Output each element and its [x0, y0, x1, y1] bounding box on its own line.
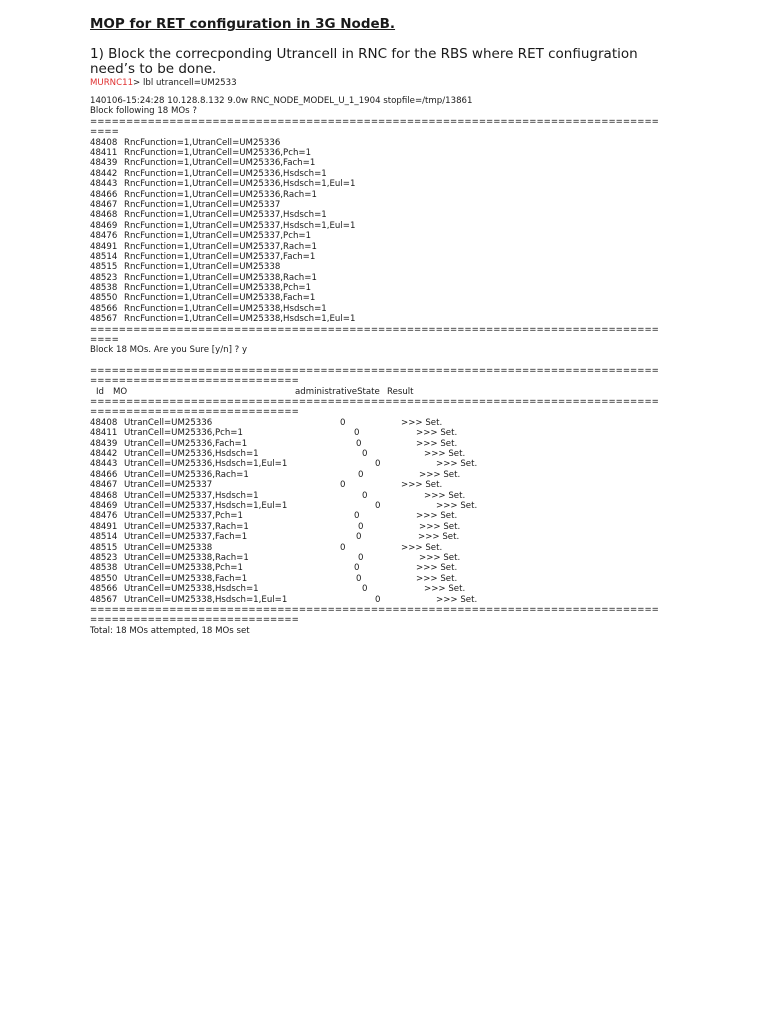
result-state: 0 — [362, 490, 368, 501]
result-state: 0 — [358, 521, 364, 532]
result-status: >>> Set. — [401, 542, 443, 553]
mo-path: RncFunction=1,UtranCell=UM25336 — [124, 137, 281, 148]
mo-id: 48523 — [90, 272, 118, 283]
mo-id: 48514 — [90, 251, 118, 262]
result-mo: UtranCell=UM25338,Rach=1 — [124, 552, 249, 563]
mo-path: RncFunction=1,UtranCell=UM25338,Pch=1 — [124, 283, 312, 294]
mo-path: RncFunction=1,UtranCell=UM25337,Rach=1 — [124, 241, 317, 252]
document-title: MOP for RET configuration in 3G NodeB. — [90, 16, 396, 32]
result-status: >>> Set. — [424, 490, 466, 501]
result-header — [90, 387, 750, 397]
mo-list-row — [90, 314, 750, 324]
mo-list-row — [90, 221, 750, 231]
command-prompt — [90, 78, 750, 89]
mo-id: 48566 — [90, 303, 118, 314]
result-state: 0 — [358, 469, 364, 480]
result-state: 0 — [375, 594, 381, 605]
result-id: 48491 — [90, 521, 118, 532]
result-state: 0 — [340, 480, 346, 491]
mo-list-row — [90, 179, 750, 189]
result-mo: UtranCell=UM25336,Hsdsch=1 — [124, 449, 259, 460]
result-state: 0 — [340, 417, 346, 428]
separator: =============================================================================== — [90, 365, 659, 376]
result-mo: UtranCell=UM25336 — [124, 417, 213, 428]
result-row — [90, 439, 750, 449]
mo-id: 48466 — [90, 189, 118, 200]
result-state: 0 — [356, 573, 362, 584]
separator: =============================================================================== — [90, 116, 659, 127]
result-state: 0 — [354, 428, 360, 439]
result-state: 0 — [362, 584, 368, 595]
mo-id: 48442 — [90, 168, 118, 179]
separator-short: ============================= — [90, 615, 299, 626]
result-status: >>> Set. — [436, 501, 478, 512]
mo-id: 48411 — [90, 148, 118, 159]
mo-list-row — [90, 200, 750, 210]
result-row — [90, 501, 750, 511]
mo-list-row — [90, 273, 750, 283]
result-mo: UtranCell=UM25337,Pch=1 — [124, 511, 243, 522]
mo-path: RncFunction=1,UtranCell=UM25337,Hsdsch=1 — [124, 210, 327, 221]
result-status: >>> Set. — [416, 563, 458, 574]
mo-list-row — [90, 242, 750, 252]
result-mo: UtranCell=UM25337,Hsdsch=1 — [124, 490, 259, 501]
mo-path: RncFunction=1,UtranCell=UM25336,Hsdsch=1,Eul=1 — [124, 179, 356, 190]
mo-path: RncFunction=1,UtranCell=UM25338,Fach=1 — [124, 293, 316, 304]
result-id: 48550 — [90, 573, 118, 584]
separator-short: ============================= — [90, 376, 299, 387]
separator-short: ============================= — [90, 407, 299, 418]
result-row — [90, 595, 750, 605]
result-row — [90, 574, 750, 584]
result-status: >>> Set. — [419, 552, 461, 563]
mo-list-row — [90, 262, 750, 272]
result-row — [90, 428, 750, 438]
result-id: 48523 — [90, 552, 118, 563]
mo-id: 48491 — [90, 241, 118, 252]
result-mo: UtranCell=UM25338,Hsdsch=1,Eul=1 — [124, 594, 288, 605]
result-mo: UtranCell=UM25338,Hsdsch=1 — [124, 584, 259, 595]
mo-path: RncFunction=1,UtranCell=UM25337,Fach=1 — [124, 251, 316, 262]
mo-path: RncFunction=1,UtranCell=UM25337,Hsdsch=1,Eul=1 — [124, 220, 356, 231]
result-mo: UtranCell=UM25336,Fach=1 — [124, 438, 248, 449]
result-id: 48566 — [90, 584, 118, 595]
result-status: >>> Set. — [436, 459, 478, 470]
result-status: >>> Set. — [416, 573, 458, 584]
confirm-line: Block 18 MOs. Are you Sure [y/n] ? y — [90, 345, 248, 356]
result-row — [90, 470, 750, 480]
result-state: 0 — [354, 511, 360, 522]
result-status: >>> Set. — [419, 469, 461, 480]
mo-path: RncFunction=1,UtranCell=UM25336,Hsdsch=1 — [124, 168, 327, 179]
result-id: 48467 — [90, 480, 118, 491]
result-id: 48439 — [90, 438, 118, 449]
result-row — [90, 532, 750, 542]
result-state: 0 — [375, 459, 381, 470]
mo-path: RncFunction=1,UtranCell=UM25337 — [124, 199, 281, 210]
mo-list-row — [90, 148, 750, 158]
mo-path: RncFunction=1,UtranCell=UM25336,Pch=1 — [124, 148, 312, 159]
result-status: >>> Set. — [416, 511, 458, 522]
mo-id: 48467 — [90, 199, 118, 210]
prompt-host: MURNC11 — [90, 78, 134, 88]
mo-path: RncFunction=1,UtranCell=UM25337,Pch=1 — [124, 231, 312, 242]
mo-list-row — [90, 293, 750, 303]
result-mo: UtranCell=UM25337,Rach=1 — [124, 521, 249, 532]
result-mo: UtranCell=UM25338 — [124, 542, 213, 553]
result-mo: UtranCell=UM25338,Fach=1 — [124, 573, 248, 584]
mo-id: 48538 — [90, 283, 118, 294]
result-status: >>> Set. — [424, 449, 466, 460]
result-status: >>> Set. — [424, 584, 466, 595]
result-state: 0 — [356, 532, 362, 543]
result-id: 48538 — [90, 563, 118, 574]
separator: =============================================================================== — [90, 397, 659, 408]
separator-tail: ==== — [90, 335, 119, 346]
result-status: >>> Set. — [401, 417, 443, 428]
result-row — [90, 584, 750, 594]
mo-list-row — [90, 252, 750, 262]
result-state: 0 — [375, 501, 381, 512]
results-table — [90, 418, 750, 605]
header-result: Result — [387, 386, 414, 397]
mo-id: 48515 — [90, 262, 118, 273]
mo-id: 48408 — [90, 137, 118, 148]
result-row — [90, 522, 750, 532]
mo-id: 48443 — [90, 179, 118, 190]
mo-list-row — [90, 283, 750, 293]
mo-id: 48469 — [90, 220, 118, 231]
mo-id: 48567 — [90, 314, 118, 325]
result-row — [90, 511, 750, 521]
mo-path: RncFunction=1,UtranCell=UM25336,Fach=1 — [124, 158, 316, 169]
result-row — [90, 449, 750, 459]
mo-path: RncFunction=1,UtranCell=UM25338,Rach=1 — [124, 272, 317, 283]
result-mo: UtranCell=UM25336,Hsdsch=1,Eul=1 — [124, 459, 288, 470]
result-status: >>> Set. — [401, 480, 443, 491]
result-row — [90, 543, 750, 553]
result-id: 48466 — [90, 469, 118, 480]
header-id: Id — [96, 386, 104, 397]
mo-list-row — [90, 169, 750, 179]
result-id: 48515 — [90, 542, 118, 553]
result-row — [90, 480, 750, 490]
result-id: 48468 — [90, 490, 118, 501]
result-id: 48567 — [90, 594, 118, 605]
session-line: 140106-15:24:28 10.128.8.132 9.0w RNC_NODE_MODEL_U_1_1904 stopfile=/tmp/13861 — [90, 96, 473, 106]
block-following-line: Block following 18 MOs ? — [90, 106, 197, 117]
result-mo: UtranCell=UM25337,Hsdsch=1,Eul=1 — [124, 501, 288, 512]
result-id: 48408 — [90, 417, 118, 428]
result-row — [90, 563, 750, 573]
prompt-command: > lbl utrancell=UM2533 — [133, 78, 237, 88]
result-mo: UtranCell=UM25337,Fach=1 — [124, 532, 248, 543]
result-mo: UtranCell=UM25336,Rach=1 — [124, 469, 249, 480]
result-state: 0 — [354, 563, 360, 574]
mo-list-row — [90, 231, 750, 241]
mo-list-row — [90, 158, 750, 168]
result-id: 48411 — [90, 428, 118, 439]
result-state: 0 — [362, 449, 368, 460]
mo-list-row — [90, 138, 750, 148]
result-row — [90, 459, 750, 469]
mo-id: 48476 — [90, 231, 118, 242]
result-row — [90, 418, 750, 428]
result-id: 48442 — [90, 449, 118, 460]
result-mo: UtranCell=UM25338,Pch=1 — [124, 563, 243, 574]
document-page — [90, 14, 750, 636]
mo-path: RncFunction=1,UtranCell=UM25338,Hsdsch=1 — [124, 303, 327, 314]
mo-id: 48468 — [90, 210, 118, 221]
result-status: >>> Set. — [419, 521, 461, 532]
result-id: 48443 — [90, 459, 118, 470]
mo-id: 48550 — [90, 293, 118, 304]
result-id: 48514 — [90, 532, 118, 543]
mo-list-row — [90, 190, 750, 200]
separator: =============================================================================== — [90, 324, 659, 335]
step-1-text: 1) Block the correcponding Utrancell in RNC for the RBS where RET confiugration need’s to be done. — [90, 46, 638, 77]
result-status: >>> Set. — [416, 438, 458, 449]
result-id: 48469 — [90, 501, 118, 512]
mo-path: RncFunction=1,UtranCell=UM25338 — [124, 262, 281, 273]
result-id: 48476 — [90, 511, 118, 522]
result-row — [90, 491, 750, 501]
header-state: administrativeState — [295, 386, 380, 397]
result-mo: UtranCell=UM25337 — [124, 480, 213, 491]
separator-tail: ==== — [90, 127, 119, 138]
result-state: 0 — [358, 552, 364, 563]
mo-list-row — [90, 304, 750, 314]
result-state: 0 — [356, 438, 362, 449]
mo-id: 48439 — [90, 158, 118, 169]
mo-list-row — [90, 210, 750, 220]
result-mo: UtranCell=UM25336,Pch=1 — [124, 428, 243, 439]
header-mo: MO — [113, 386, 128, 397]
result-state: 0 — [340, 542, 346, 553]
result-status: >>> Set. — [418, 532, 460, 543]
separator: =============================================================================== — [90, 604, 659, 615]
total-line: Total: 18 MOs attempted, 18 MOs set — [90, 625, 250, 636]
mo-path: RncFunction=1,UtranCell=UM25336,Rach=1 — [124, 189, 317, 200]
result-status: >>> Set. — [416, 428, 458, 439]
mo-list — [90, 138, 750, 325]
mo-path: RncFunction=1,UtranCell=UM25338,Hsdsch=1,Eul=1 — [124, 314, 356, 325]
result-status: >>> Set. — [436, 594, 478, 605]
result-row — [90, 553, 750, 563]
